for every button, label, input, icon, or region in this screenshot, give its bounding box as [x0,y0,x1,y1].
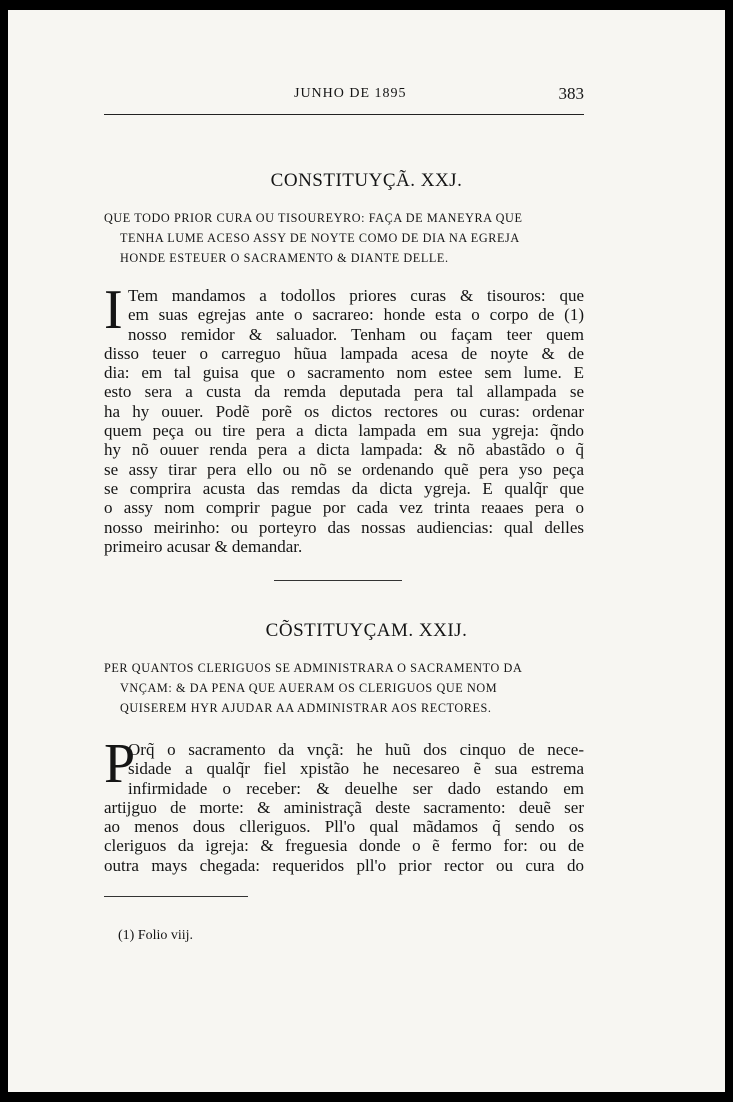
body-line: Tem mandamos a todollos priores curas & tisouros: que [128,286,584,305]
body-line: esto sera a custa da remda deputada pera tal allampada se [104,382,584,402]
body-line: Orq̃ o sacramento da vnçã: he huũ dos cinquo de nece- [128,740,584,759]
section-1-dropcap: I [104,279,123,341]
body-line: nosso meirinho: ou porteyro das nossas audiencias: qual delles [104,517,584,537]
body-line: disso teuer o carreguo hũua lampada acesa de noyte & de [104,343,584,363]
body-line: se comprira acusta das remdas da dicta ygreja. E qualq̃r que [104,478,584,498]
body-line: outra mays chegada: requeridos pll'o prior rector ou cura do [104,855,584,875]
rubric-line: QUISEREM HYR AJUDAR AA ADMINISTRAR AOS RECTORES. [120,701,492,715]
body-line: dia: em tal guisa que o sacramento nom estee sem lume. E [104,363,584,383]
body-line: artijguo de morte: & aministraçã deste sacramento: deuẽ ser [104,797,584,817]
body-line: se assy tirar pera ello ou nõ se ordenando quẽ pera yso peça [104,459,584,479]
body-line: sidade a qualq̃r fiel xpistão he necesareo ẽ sua estrema [128,759,584,779]
page [8,10,725,1092]
rubric-line: VNÇAM: & DA PENA QUE AUERAM OS CLERIGUOS QUE NOM [120,681,498,695]
body-line: hy nõ ouuer renda pera a dicta lampada: & nõ abastãdo o q̃ [104,440,584,460]
section-2-body [104,740,584,875]
body-line: cleriguos da igreja: & freguesia donde o ẽ fermo for: ou de [104,836,584,856]
section-1-title: CONSTITUYÇÃ. XXJ. [270,170,463,191]
rubric-line: TENHA LUME ACESO ASSY DE NOYTE COMO DE DIA NA EGREJA [120,231,520,245]
rubric-line: PER QUANTOS CLERIGUOS SE ADMINISTRARA O SACRAMENTO DA [104,661,523,675]
body-line: primeiro acusar & demandar. [104,536,303,556]
section-1-rubric [104,208,584,268]
section-1-body [104,286,584,556]
section-divider [274,580,402,581]
body-line: nosso remidor & saluador. Tenham ou façam teer quem [128,324,584,344]
header-rule [104,114,584,115]
rubric-line: QUE TODO PRIOR CURA OU TISOUREYRO: FAÇA DE MANEYRA QUE [104,211,523,225]
section-2-rubric [104,658,584,718]
footnote: (1) Folio viij. [118,928,194,943]
page-header [104,80,584,110]
section-2-dropcap: P [104,733,136,795]
footnote-rule [104,896,248,897]
body-line: ha hy ouuer. Podẽ porẽ os dictos rectores ou curas: ordenar [104,401,584,421]
page-number: 383 [558,84,584,103]
rubric-line: HONDE ESTEUER O SACRAMENTO & DIANTE DELLE. [120,251,449,265]
body-line: ao menos dous clleriguos. Pll'o qual mãdamos q̃ sendo os [104,817,584,837]
body-line: infirmidade o receber: & deuelhe ser dado estando em [128,778,584,798]
body-line: o assy nom comprir pague por cada vez trinta reaaes pera o [104,498,584,518]
section-2-title: CÕSTITUYÇAM. XXIJ. [265,620,468,641]
body-line: quem peça ou tire pera a dicta lampada em sua ygreja: q̃ndo [104,421,584,441]
running-title: JUNHO DE 1895 [294,86,407,101]
body-line: em suas egrejas ante o sacrareo: honde esta o corpo de (1) [128,305,584,325]
